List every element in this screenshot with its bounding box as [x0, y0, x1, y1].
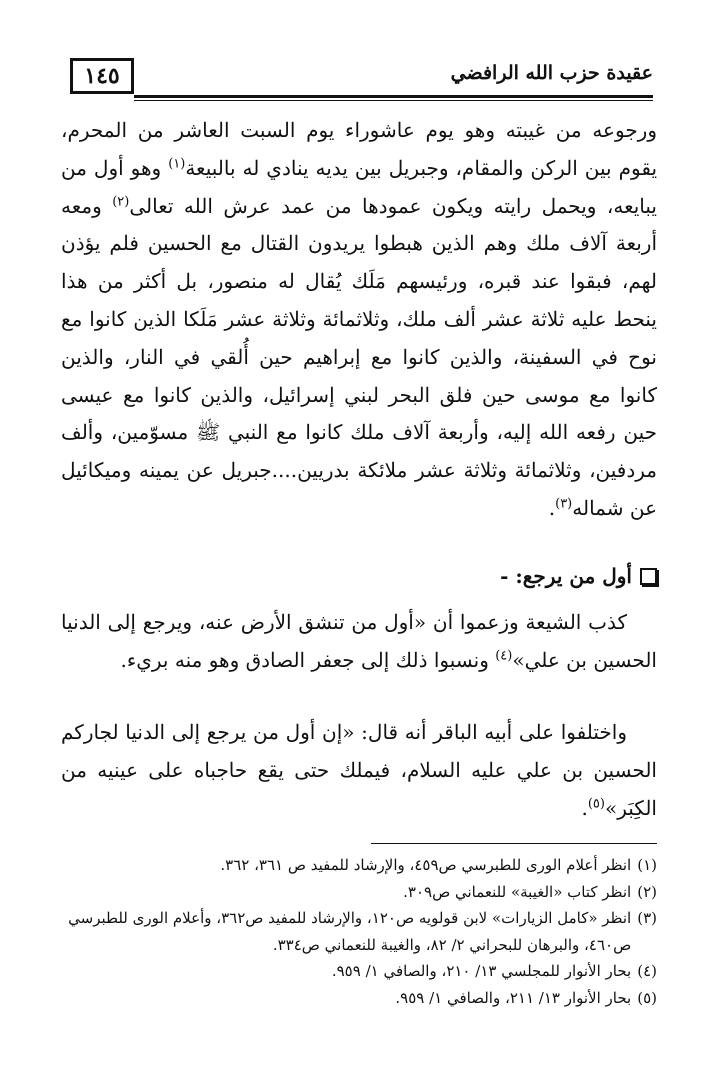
- paragraph-2: [61, 603, 657, 679]
- footnote-number: (٤): [637, 962, 657, 980]
- paragraph-2-part-1: كذب الشيعة وزعموا أن «أول من تنشق الأرض عنه، ويرجع إلى الدنيا الحسين بن علي»: [61, 610, 657, 672]
- header-rule-thin: [134, 100, 653, 101]
- section-heading-text: أول من يرجع: -: [500, 564, 632, 588]
- paragraph-1-part-3: ومعه أربعة آلاف ملك وهم الذين هبطوا يريدون القتال مع الحسين فلم يؤذن لهم، فبقوا عند قبره، ورئيسهم مَلَك يُقال له منصور، بل أكثر من هذا ينحط عليه ثلاثة عشر ألف ملك، وثلاثمائة وثلاثة عشر مَلَكا الذين كانوا مع نوح في السفينة، والذين كانوا مع إبراهيم حين أُلقي في النار، والذين كانوا مع موسى حين فلق البحر لبني إسرائيل، والذين كانوا مع عيسى حين رفعه الله إليه، وأربعة آلاف ملك كانوا مع النبي ﷺ مسوّمين، وألف مردفين، وثلاثمائة وثلاثة عشر ملائكة بدريين....جبريل عن يمينه وميكائيل عن شماله: [61, 193, 657, 520]
- page-number: ١٤٥: [70, 58, 134, 94]
- footnote-separator: [371, 843, 657, 844]
- footnote: [61, 958, 657, 985]
- footnote-text: انظر «كامل الزيارات» لابن قولويه ص١٢٠، والإرشاد للمفيد ص٣٦٢، وأعلام الورى للطبرسي ص٤٦٠، والبرهان للبحراني ٢/ ٨٢، والغيبة للنعماني ص٣٣٤.: [68, 909, 632, 954]
- footnote-number: (٣): [637, 909, 657, 927]
- paragraph-3-part-2: .: [581, 796, 588, 820]
- paragraph-1-part-4: .: [548, 495, 556, 520]
- footnote-marker-1: (١): [168, 156, 186, 172]
- footnote-number: (١): [637, 856, 657, 874]
- footnote-marker-2: (٢): [112, 193, 130, 209]
- paragraph-1-part-1: ورجوعه من غيبته وهو يوم عاشوراء يوم السبت العاشر من المحرم، يقوم بين الركن والمقام، وجبريل بين يديه ينادي له بالبيعة: [61, 118, 658, 180]
- footnotes: [61, 852, 657, 1011]
- header-rule: [134, 95, 653, 98]
- footnote-number: (٥): [637, 988, 657, 1007]
- footnote: [61, 879, 657, 906]
- paragraph-1: [61, 112, 657, 528]
- footnote-text: بحار الأنوار للمجلسي ١٣/ ٢١٠، والصافي ١/ ٩٥٩.: [331, 962, 632, 980]
- footnote: [61, 985, 657, 1012]
- footnote-marker-4: (٤): [495, 648, 513, 664]
- paragraph-2-part-2: ونسبوا ذلك إلى جعفر الصادق وهو منه بريء.: [120, 648, 496, 672]
- paragraph-3: [61, 713, 657, 827]
- footnote-text: انظر أعلام الورى للطبرسي ص٤٥٩، والإرشاد للمفيد ص ٣٦١، ٣٦٢.: [220, 856, 632, 874]
- running-title: عقيدة حزب الله الرافضي: [450, 62, 653, 84]
- footnote-text: انظر كتاب «الغيبة» للنعماني ص٣٠٩.: [403, 882, 632, 901]
- footnote: [61, 905, 657, 958]
- paragraph-1-part-2: وهو أول من يبايعه، ويحمل رايته ويكون عمودها من عمد عرش الله تعالى: [61, 155, 657, 218]
- footnote-text: بحار الأنوار ١٣/ ٢١١، والصافي ١/ ٩٥٩.: [395, 988, 632, 1007]
- paragraph-3-part-1: واختلفوا على أبيه الباقر أنه قال: «إن أول من يرجع إلى الدنيا لجاركم الحسين بن علي عليه السلام، فيملك حتى يقع حاجباه على عينيه من الكِبَر»: [61, 720, 657, 820]
- footnote-marker-5: (٥): [587, 796, 605, 812]
- section-heading: [500, 566, 657, 586]
- footnote-number: (٢): [637, 882, 657, 901]
- square-bullet-icon: [640, 568, 657, 585]
- footnote-marker-3: (٣): [555, 496, 573, 512]
- footnote: [61, 852, 657, 879]
